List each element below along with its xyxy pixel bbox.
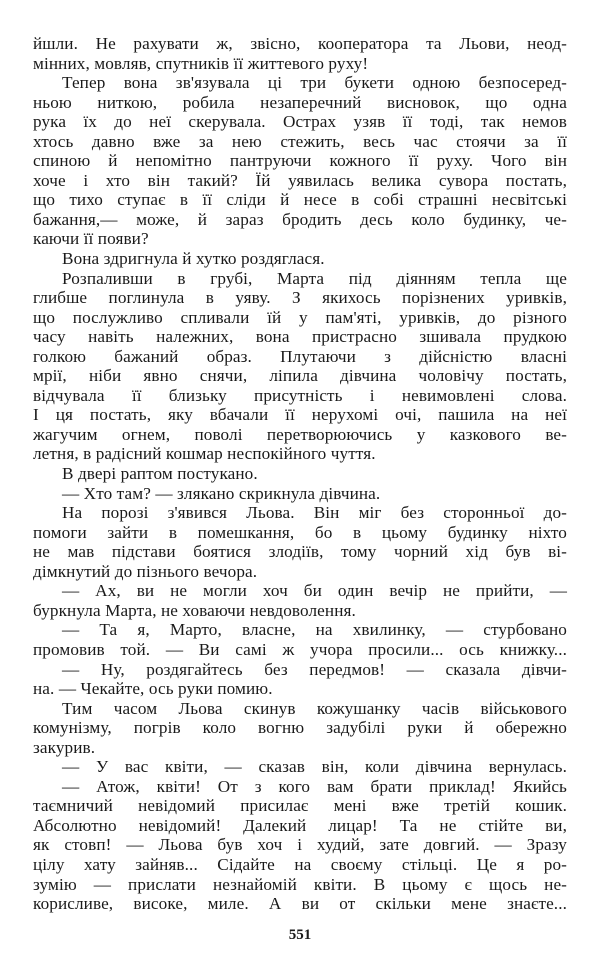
text-line: Вона здригнула й хутко роздяглася.	[62, 249, 325, 269]
text-line: Тепер вона зв'язувала ці три букети одною безпосеред-	[62, 73, 567, 93]
text-line: На порозі з'явився Льова. Він міг без сторонньої до-	[62, 503, 567, 523]
text-line: що послужливо спливали їй у пам'яті, уривків, до різного	[33, 307, 567, 327]
text-line: спиною й непомітно пантруючи кожного її руху. Чого він	[33, 151, 567, 171]
text-line: — Атож, квіти! От з кого вам брати приклад! Якийсь	[62, 776, 567, 796]
text-line: — Та я, Марто, власне, на хвилинку, — стурбовано	[62, 620, 567, 640]
text-line: глибше поглинула в уяву. З якихось порізнених уривків,	[33, 288, 567, 308]
text-line: зумію — прислати незнайомій квіти. В цьому є щось не-	[33, 874, 567, 894]
text-line: — Ну, роздягайтесь без передмов! — сказала дівчи-	[62, 659, 567, 679]
text-line: — Хто там? — злякано скрикнула дівчина.	[62, 483, 381, 503]
text-line: часу навіть належних, вона пристрасно зшивала прудкою	[33, 327, 567, 347]
text-line: Абсолютно невідомий! Далекий лицар! Та не стійте ви,	[33, 815, 567, 835]
text-line: Розпаливши в грубі, Марта під діянням тепла ще	[62, 268, 567, 288]
text-line: як стовп! — Льова був хоч і худий, зате довгий. — Зразу	[33, 835, 567, 855]
text-line: Тим часом Льова скинув кожушанку часів військового	[62, 698, 567, 718]
text-line: І ця постать, яку вбачали її нерухомі очі, пашила на неї	[33, 405, 567, 425]
text-line: буркнула Марта, не ховаючи невдоволення.	[33, 600, 356, 620]
text-line: дімкнутий до пізнього вечора.	[33, 561, 258, 581]
text-line: жагучим огнем, поволі перетворюючись у казкового ве-	[33, 424, 567, 444]
text-line: цілу хату зайняв... Сідайте на своєму стільці. Це я ро-	[33, 854, 567, 874]
text-line: не мав підстави боятися злодіїв, тому чорний хід був ві-	[33, 542, 567, 562]
text-line: летня, в радісний кошмар неспокійного чуття.	[33, 444, 376, 464]
text-line: що тихо ступає в її сліди й несе в собі страшні несвітські	[33, 190, 567, 210]
text-line: таємничий невідомий присилає мені вже третій кошик.	[33, 796, 567, 816]
text-line: бажання,— може, й зараз бродить десь коло будинку, че-	[33, 209, 567, 229]
page-number: 551	[288, 927, 312, 943]
text-line: голкою бажаний образ. Плутаючи з дійсністю власні	[33, 346, 567, 366]
text-line: помоги зайти в помешкання, бо в цьому будинку ніхто	[33, 522, 567, 542]
text-line: корисливе, високе, миле. А ви от скільки мене знаєте...	[33, 894, 567, 914]
text-line: — Ах, ви не могли хоч би один вечір не прийти, —	[62, 581, 567, 601]
text-line: мрії, ніби явно снячи, ліпила дівчина чоловічу постать,	[33, 366, 567, 386]
text-line: рука їх до неї скерувала. Острах узяв її тоді, так немов	[33, 112, 567, 132]
text-line: хтось давно вже за нею стежить, весь час стоячи за її	[33, 131, 567, 151]
text-line: йшли. Не рахувати ж, звісно, кооператора та Льови, неод-	[33, 34, 567, 53]
text-line: комунізму, погрів коло вогню задубілі руки й обережно	[33, 718, 567, 738]
text-line: закурив.	[33, 737, 96, 757]
text-line: хоче і хто він такий? Їй уявилась велика сувора постать,	[33, 170, 567, 190]
text-line: ньою ниткою, робила незаперечний висновок, що одна	[33, 92, 567, 112]
text-line: — У вас квіти, — сказав він, коли дівчина вернулась.	[62, 757, 567, 777]
text-line: мінних, мовляв, спутників її життевого руху!	[33, 53, 369, 73]
book-page-text	[33, 34, 567, 914]
text-line: на. — Чекайте, ось руки помию.	[33, 679, 273, 699]
text-line: відчувала її близьку присутність і невимовлені слова.	[33, 385, 567, 405]
text-line: В двері раптом постукано.	[62, 464, 258, 484]
text-line: промовив той. — Ви самі ж учора просили... ось книжку...	[33, 639, 567, 659]
text-line: каючи її появи?	[33, 229, 149, 249]
